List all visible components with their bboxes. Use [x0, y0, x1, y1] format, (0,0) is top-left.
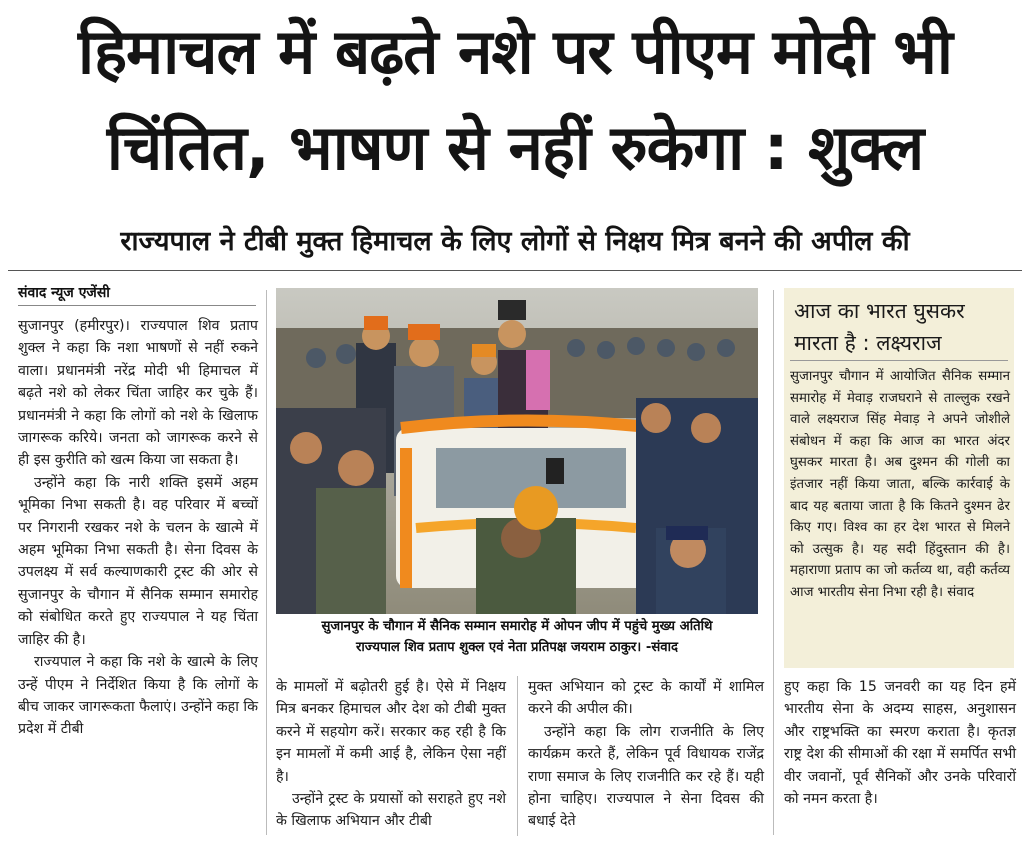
paragraph: मुक्त अभियान को ट्रस्ट के कार्यों में शामिल करने की अपील की। [528, 679, 764, 718]
paragraph: उन्होंने कहा कि लोग राजनीति के लिए कार्यक्रम करते हैं, लेकिन पूर्व विधायक राजेंद्र राणा समाज के लिए राजनीति कर रहे हैं। यही होना चाहिए। राज्यपाल ने सेना दिवस की बधाई देते [528, 723, 764, 830]
paragraph: के मामलों में बढ़ोतरी हुई है। ऐसे में निक्षय मित्र बनकर हिमाचल और देश को टीबी मुक्त करने में सहयोग करें। सरकार कह रही है कि इन मामलों में कमी आई है, लेकिन ऐसा नहीं है। [276, 679, 506, 785]
article-column-4 [784, 676, 1016, 810]
sidebar-divider [790, 360, 1008, 361]
article-column-1 [18, 315, 258, 741]
column-separator [266, 290, 267, 835]
headline-line-1: हिमाचल में बढ़ते नशे पर पीएम मोदी भी [78, 15, 952, 88]
header-divider [8, 270, 1022, 271]
photo-caption [276, 616, 758, 658]
news-photo [276, 288, 758, 614]
headline-line-2: चिंतित, भाषण से नहीं रुकेगा : शुक्ल [106, 111, 924, 184]
paragraph: उन्होंने कहा कि नारी शक्ति इसमें अहम भूमिका निभा सकती है। वह परिवार में बच्चों पर निगरानी रखकर नशे के चलन के खात्मे में अहम भूमिका निभा सकती है। सेना दिवस के उपलक्ष्य में सर्व कल्याणकारी ट्रस्ट की ओर से सुजानपुर के चौगान में सैनिक सम्मान समारोह को संबोधित करते हुए राज्यपाल ने यह चिंता जाहिर की है। [18, 474, 258, 648]
subheadline: राज्यपाल ने टीबी मुक्त हिमाचल के लिए लोगों से निक्षय मित्र बनने की अपील की [120, 226, 910, 257]
article-column-2 [276, 676, 506, 833]
paragraph: राज्यपाल ने कहा कि नशे के खात्मे के लिए उन्हें पीएम ने निर्देशित किया है कि लोगों के बीच जाकर जागरूकता फैलाएं। उन्होंने कहा कि प्रदेश में टीबी [18, 654, 258, 738]
sidebar-title: आज का भारत घुसकर मारता है : लक्ष्यराज [794, 299, 965, 355]
column-separator [773, 290, 774, 835]
byline: संवाद न्यूज एजेंसी [18, 285, 110, 301]
paragraph: हुए कहा कि 15 जनवरी का यह दिन हमें भारतीय सेना के अदम्य साहस, अनुशासन और राष्ट्रभक्ति का स्मरण कराता है। कृतज्ञ राष्ट्र देश की सीमाओं की रक्षा में समर्पित सभी वीर जवानों, पूर्व सैनिकों और उनके परिवारों को नमन करता है। [784, 679, 1016, 808]
paragraph: उन्होंने ट्रस्ट के प्रयासों को सराहते हुए नशे के खिलाफ अभियान और टीबी [276, 791, 506, 830]
caption-line-2: राज्यपाल शिव प्रताप शुक्ल एवं नेता प्रतिपक्ष जयराम ठाकुर। -संवाद [355, 640, 679, 655]
column-separator [517, 676, 518, 836]
sidebar-body: सुजानपुर चौगान में आयोजित सैनिक सम्मान समारोह में मेवाड़ राजघराने से ताल्लुक रखने वाले लक्ष्यराज सिंह मेवाड़ ने अपने जोशीले संबोधन में कहा कि आज का भारत अंदर घुसकर मारता है। अब दुश्मन की गोली का इंतजार नहीं किया जाता, बल्कि कार्रवाई के बाद यह बताया जाता है कि कितने दुश्मन ढेर किए गए। विश्व का हर देश भारत से मिलने को उत्सुक है। यह सदी हिंदुस्तान की है। महाराणा प्रताप का जो कर्तव्य था, वही कर्तव्य आज भारतीय सेना निभा रही है। संवाद [790, 369, 1010, 600]
jeep-procession-image [276, 288, 758, 614]
paragraph: सुजानपुर (हमीरपुर)। राज्यपाल शिव प्रताप शुक्ल ने कहा कि नशा भाषणों से नहीं रुकने वाला। प्रधानमंत्री नरेंद्र मोदी भी हिमाचल में बढ़ते नशे को लेकर चिंता जाहिर कर चुके हैं। प्रधानमंत्री ने कहा कि लोगों को नशे के खिलाफ जागरूक करिये। जनता को जागरूक करने से ही इस कुरीति को खत्म किया जा सकता है। [18, 318, 258, 469]
byline-divider [18, 305, 256, 306]
caption-line-1: सुजानपुर के चौगान में सैनिक सम्मान समारोह में ओपन जीप में पहुंचे मुख्य अतिथि [321, 619, 713, 634]
article-column-3 [528, 676, 764, 833]
